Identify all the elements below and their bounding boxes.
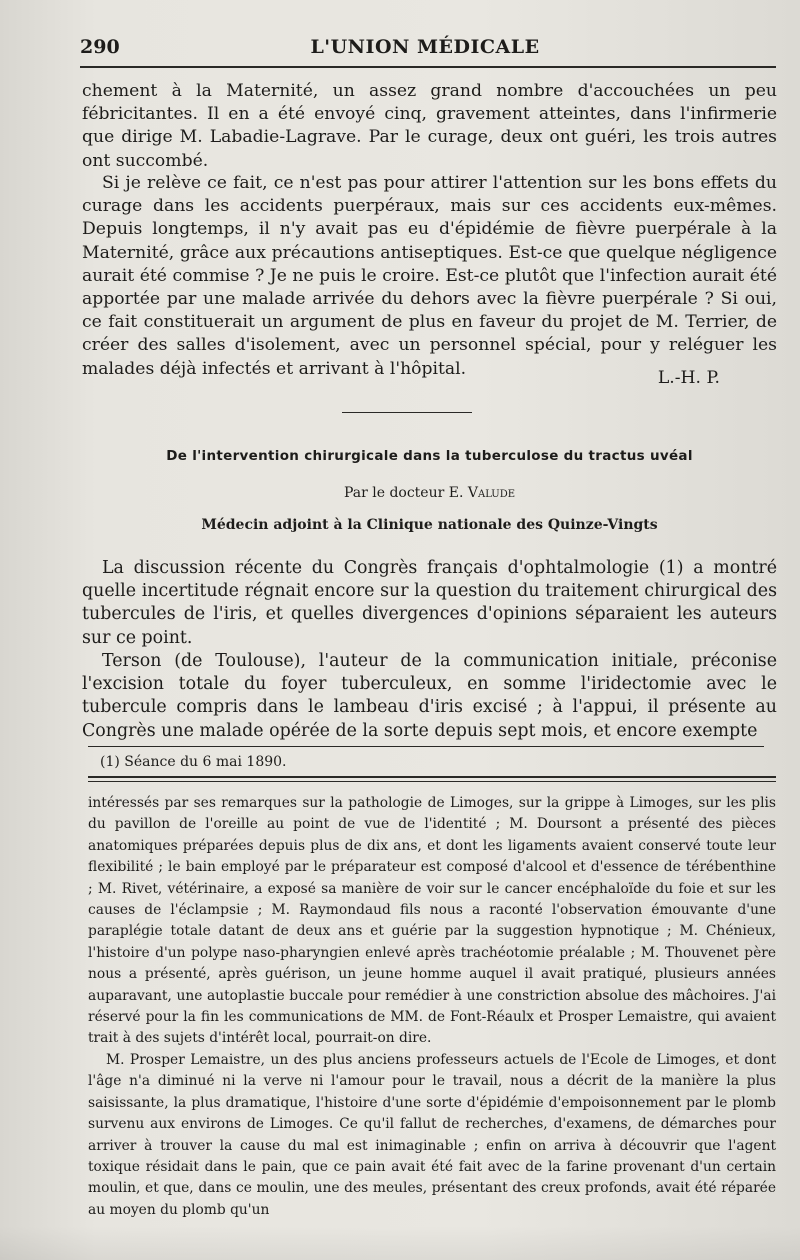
page-header: [80, 30, 770, 64]
author-name: Valude: [467, 485, 516, 501]
page-number: 290: [80, 36, 120, 58]
running-title: L'UNION MÉDICALE: [310, 36, 540, 58]
editor-signature: L.-H. P.: [657, 368, 720, 388]
article-paragraph-1: La discussion récente du Congrès français d'ophtalmologie (1) a montré quelle incertitude régnait encore sur la question du traitement chirurgical des tubercules de l'iris, et quelles divergences d'opinions séparaient les auteurs sur ce point.: [82, 558, 777, 648]
feuilleton-paragraph-1: intéressés par ses remarques sur la pathologie de Limoges, sur la grippe à Limoges, sur les plis du pavillon de l'oreille au point de vue de l'identité ; M. Doursont a présenté des pièces anatomiques préparées depuis plus de dix ans, et dont les ligaments avaient conservé toute leur flexibilité ; le bain employé par le préparateur est composé d'alcool et d'essence de térébenthine ; M. Rivet, vétérinaire, a exposé sa manière de voir sur le cancer encéphaloïde du foie et sur les causes de l'éclampsie ; M. Raymondaud fils nous a raconté l'observation émouvante d'une paraplégie totale datant de deux ans et guérie par la suggestion hypnotique ; M. Chénieux, l'histoire d'un polype naso-pharyngien enlevé après trachéotomie préalable ; M. Thouvenet père nous a présenté, après guérison, un jeune homme auquel il avait pratiqué, plusieurs années auparavant, une autoplastie buccale pour remédier à une constriction absolue des mâchoires. J'ai réservé pour la fin les communications de MM. de Font-Réaulx et Prosper Lemaistre, qui avaient trait à des sujets d'intérêt local, pourrait-on dire.: [88, 795, 776, 1047]
footnote-rule: [88, 746, 764, 747]
footnote: (1) Séance du 6 mai 1890.: [100, 754, 287, 770]
feuilleton-rule-thick: [88, 776, 776, 778]
section-divider: [342, 412, 472, 413]
page-bottom-shade: [0, 1226, 800, 1260]
body-paragraph-1: chement à la Maternité, un assez grand nombre d'accouchées un peu fébricitantes. Il en a été envoyé cinq, gravement atteintes, dans l'infirmerie que dirige M. Labadie-Lagrave. Par le curage, deux ont guéri, les trois autres ont succombé.: [82, 81, 777, 171]
body-paragraph-2: Si je relève ce fait, ce n'est pas pour attirer l'attention sur les bons effets du curage dans les accidents puerpéraux, mais sur ces accidents eux-mêmes. Depuis longtemps, il n'y avait pas eu d'épidémie de fièvre puerpérale à la Maternité, grâce aux précautions antiseptiques. Est-ce que quelque négligence aurait été commise ? Je ne puis le croire. Est-ce plutôt que l'infection aurait été apportée par une malade arrivée du dehors avec la fièvre puerpérale ? Si oui, ce fait constituerait un argument de plus en faveur du projet de M. Terrier, de créer des salles d'isolement, avec un personnel spécial, pour y reléguer les malades déjà infectés et arrivant à l'hôpital.: [82, 173, 777, 379]
author-affiliation: Médecin adjoint à la Clinique nationale des Quinze-Vingts: [201, 517, 658, 533]
article-byline: [82, 485, 777, 501]
article-paragraph-2: Terson (de Toulouse), l'auteur de la communication initiale, préconise l'excision totale du foyer tuberculeux, en somme l'iridectomie avec le tubercule compris dans le lambeau d'iris excisé ; à l'appui, il présente au Congrès une malade opérée de la sorte depuis sept mois, et encore exempte: [82, 651, 777, 741]
article-title: De l'intervention chirurgicale dans la tuberculose du tractus uvéal: [166, 448, 693, 464]
feuilleton-paragraph-2: M. Prosper Lemaistre, un des plus anciens professeurs actuels de l'Ecole de Limoges, et dont l'âge n'a diminué ni la verve ni l'amour pour le travail, nous a décrit de la manière la plus saisissante, la plus dramatique, l'histoire d'une sorte d'épidémie d'empoisonnement par le plomb survenu aux environs de Limoges. Ce qu'il fallut de recherches, d'examens, de démarches pour arriver à trouver la cause du mal est inimaginable ; enfin on arriva à découvrir que l'agent toxique résidait dans le pain, que ce pain avait été fait avec de la farine provenant d'un certain moulin, et que, dans ce moulin, une des meules, présentant des creux profonds, avait été réparée au moyen du plomb qu'un: [88, 1052, 776, 1218]
byline-prefix: Par le docteur E.: [343, 485, 468, 501]
feuilleton-rule-thin: [88, 781, 776, 782]
header-rule: [80, 66, 776, 68]
